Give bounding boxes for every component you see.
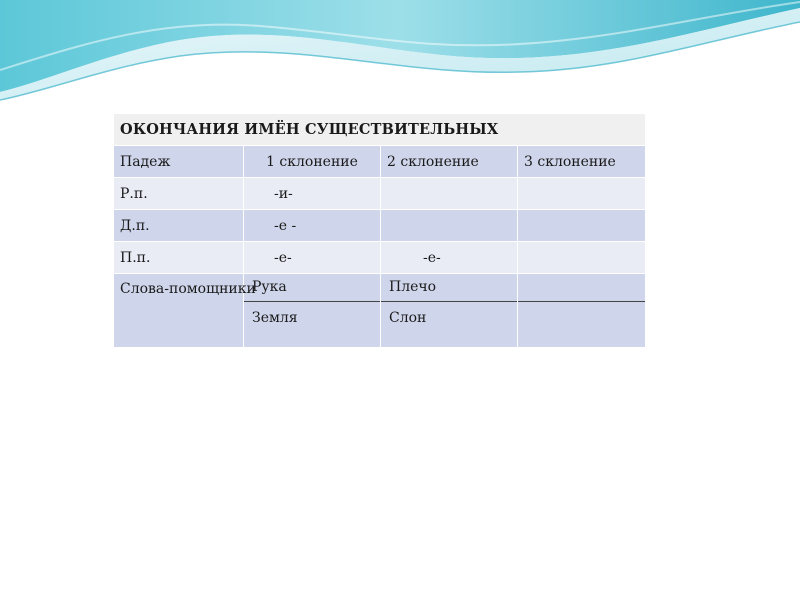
decorative-wave-header	[0, 0, 800, 110]
table-row	[114, 242, 646, 274]
case-cell: П.п.	[114, 242, 244, 274]
header-declension-3: 3 склонение	[518, 146, 646, 178]
helper-word	[518, 302, 645, 347]
ending-cell	[518, 178, 646, 210]
header-case: Падеж	[114, 146, 244, 178]
table-row	[114, 178, 646, 210]
case-cell: Р.п.	[114, 178, 244, 210]
helper-word: Рука	[244, 274, 380, 302]
helper-words-declension-3	[518, 274, 646, 348]
helper-words-row	[114, 274, 646, 348]
ending-cell	[518, 242, 646, 274]
ending-cell: -е-	[381, 242, 518, 274]
ending-cell	[381, 210, 518, 242]
helper-word: Слон	[389, 310, 427, 326]
endings-table	[113, 113, 646, 348]
ending-cell	[518, 210, 646, 242]
ending-cell: -и-	[244, 178, 381, 210]
table-title-row	[114, 114, 646, 146]
ending-cell	[381, 178, 518, 210]
helper-words-label: Слова-помощники	[114, 274, 244, 348]
ending-cell: -е-	[244, 242, 381, 274]
table-row	[114, 210, 646, 242]
table-header-row	[114, 146, 646, 178]
helper-word	[518, 274, 645, 302]
helper-word: Плечо	[381, 274, 517, 302]
helper-word: Земля	[252, 310, 298, 326]
helper-words-declension-1	[244, 274, 381, 348]
case-cell: Д.п.	[114, 210, 244, 242]
ending-cell: -е -	[244, 210, 381, 242]
helper-words-declension-2	[381, 274, 518, 348]
header-declension-1: 1 склонение	[244, 146, 381, 178]
table-title: ОКОНЧАНИЯ ИМЁН СУЩЕСТВИТЕЛЬНЫХ	[114, 114, 646, 146]
endings-table-container	[113, 113, 645, 348]
header-declension-2: 2 склонение	[381, 146, 518, 178]
